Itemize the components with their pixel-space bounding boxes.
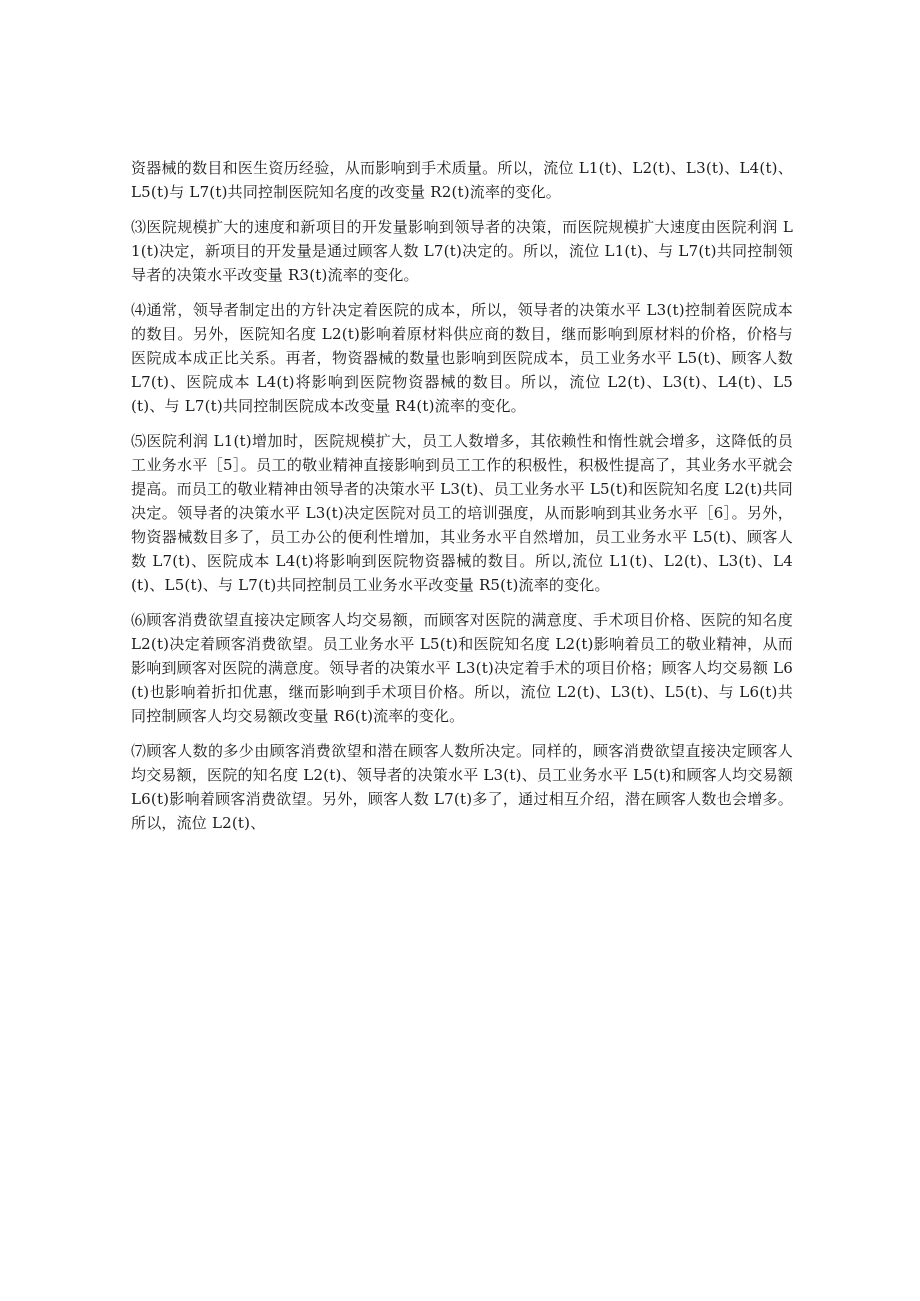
paragraph-item-7: ⑺顾客人数的多少由顾客消费欲望和潜在顾客人数所决定。同样的，顾客消费欲望直接决定顾客人均交易额，医院的知名度 L2(t)、领导者的决策水平 L3(t)、员工业务水平 L5(t)和顾客人均交易额 L6(t)影响着顾客消费欲望。另外，顾客人数 L7(t)多了，通过相互介绍，潜在顾客人数也会增多。所以，流位 L2(t)、 xyxy=(131,742,793,832)
document-body xyxy=(131,156,793,846)
paragraph-item-3: ⑶医院规模扩大的速度和新项目的开发量影响到领导者的决策，而医院规模扩大速度由医院利润 L1(t)决定，新项目的开发量是通过顾客人数 L7(t)决定的。所以，流位 L1(t)、与 L7(t)共同控制领导者的决策水平改变量 R3(t)流率的变化。 xyxy=(131,218,793,284)
paragraph-item-5: ⑸医院利润 L1(t)增加时，医院规模扩大，员工人数增多，其依赖性和惰性就会增多，这降低的员工业务水平［5］。员工的敬业精神直接影响到员工工作的积极性，积极性提高了，其业务水平就会提高。而员工的敬业精神由领导者的决策水平 L3(t)、员工业务水平 L5(t)和医院知名度 L2(t)共同决定。领导者的决策水平 L3(t)决定医院对员工的培训强度，从而影响到其业务水平［6］。另外，物资器械数目多了，员工办公的便利性增加，其业务水平自然增加，员工业务水平 L5(t)、顾客人数 L7(t)、医院成本 L4(t)将影响到医院物资器械的数目。所以,流位 L1(t)、L2(t)、L3(t)、L4(t)、L5(t)、与 L7(t)共同控制员工业务水平改变量 R5(t)流率的变化。 xyxy=(131,432,793,594)
paragraph-item-6: ⑹顾客消费欲望直接决定顾客人均交易额，而顾客对医院的满意度、手术项目价格、医院的知名度 L2(t)决定着顾客消费欲望。员工业务水平 L5(t)和医院知名度 L2(t)影响着员工的敬业精神，从而影响到顾客对医院的满意度。领导者的决策水平 L3(t)决定着手术的项目价格；顾客人均交易额 L6(t)也影响着折扣优惠，继而影响到手术项目价格。所以，流位 L2(t)、L3(t)、L5(t)、与 L6(t)共同控制顾客人均交易额改变量 R6(t)流率的变化。 xyxy=(131,611,793,725)
paragraph-continuation: 资器械的数目和医生资历经验，从而影响到手术质量。所以，流位 L1(t)、L2(t)、L3(t)、L4(t)、L5(t)与 L7(t)共同控制医院知名度的改变量 R2(t)流率的变化。 xyxy=(131,159,793,201)
paragraph-item-4: ⑷通常，领导者制定出的方针决定着医院的成本，所以，领导者的决策水平 L3(t)控制着医院成本的数目。另外，医院知名度 L2(t)影响着原材料供应商的数目，继而影响到原材料的价格，价格与医院成本成正比关系。再者，物资器械的数量也影响到医院成本，员工业务水平 L5(t)、顾客人数 L7(t)、医院成本 L4(t)将影响到医院物资器械的数目。所以，流位 L2(t)、L3(t)、L4(t)、L5(t)、与 L7(t)共同控制医院成本改变量 R4(t)流率的变化。 xyxy=(131,301,793,415)
